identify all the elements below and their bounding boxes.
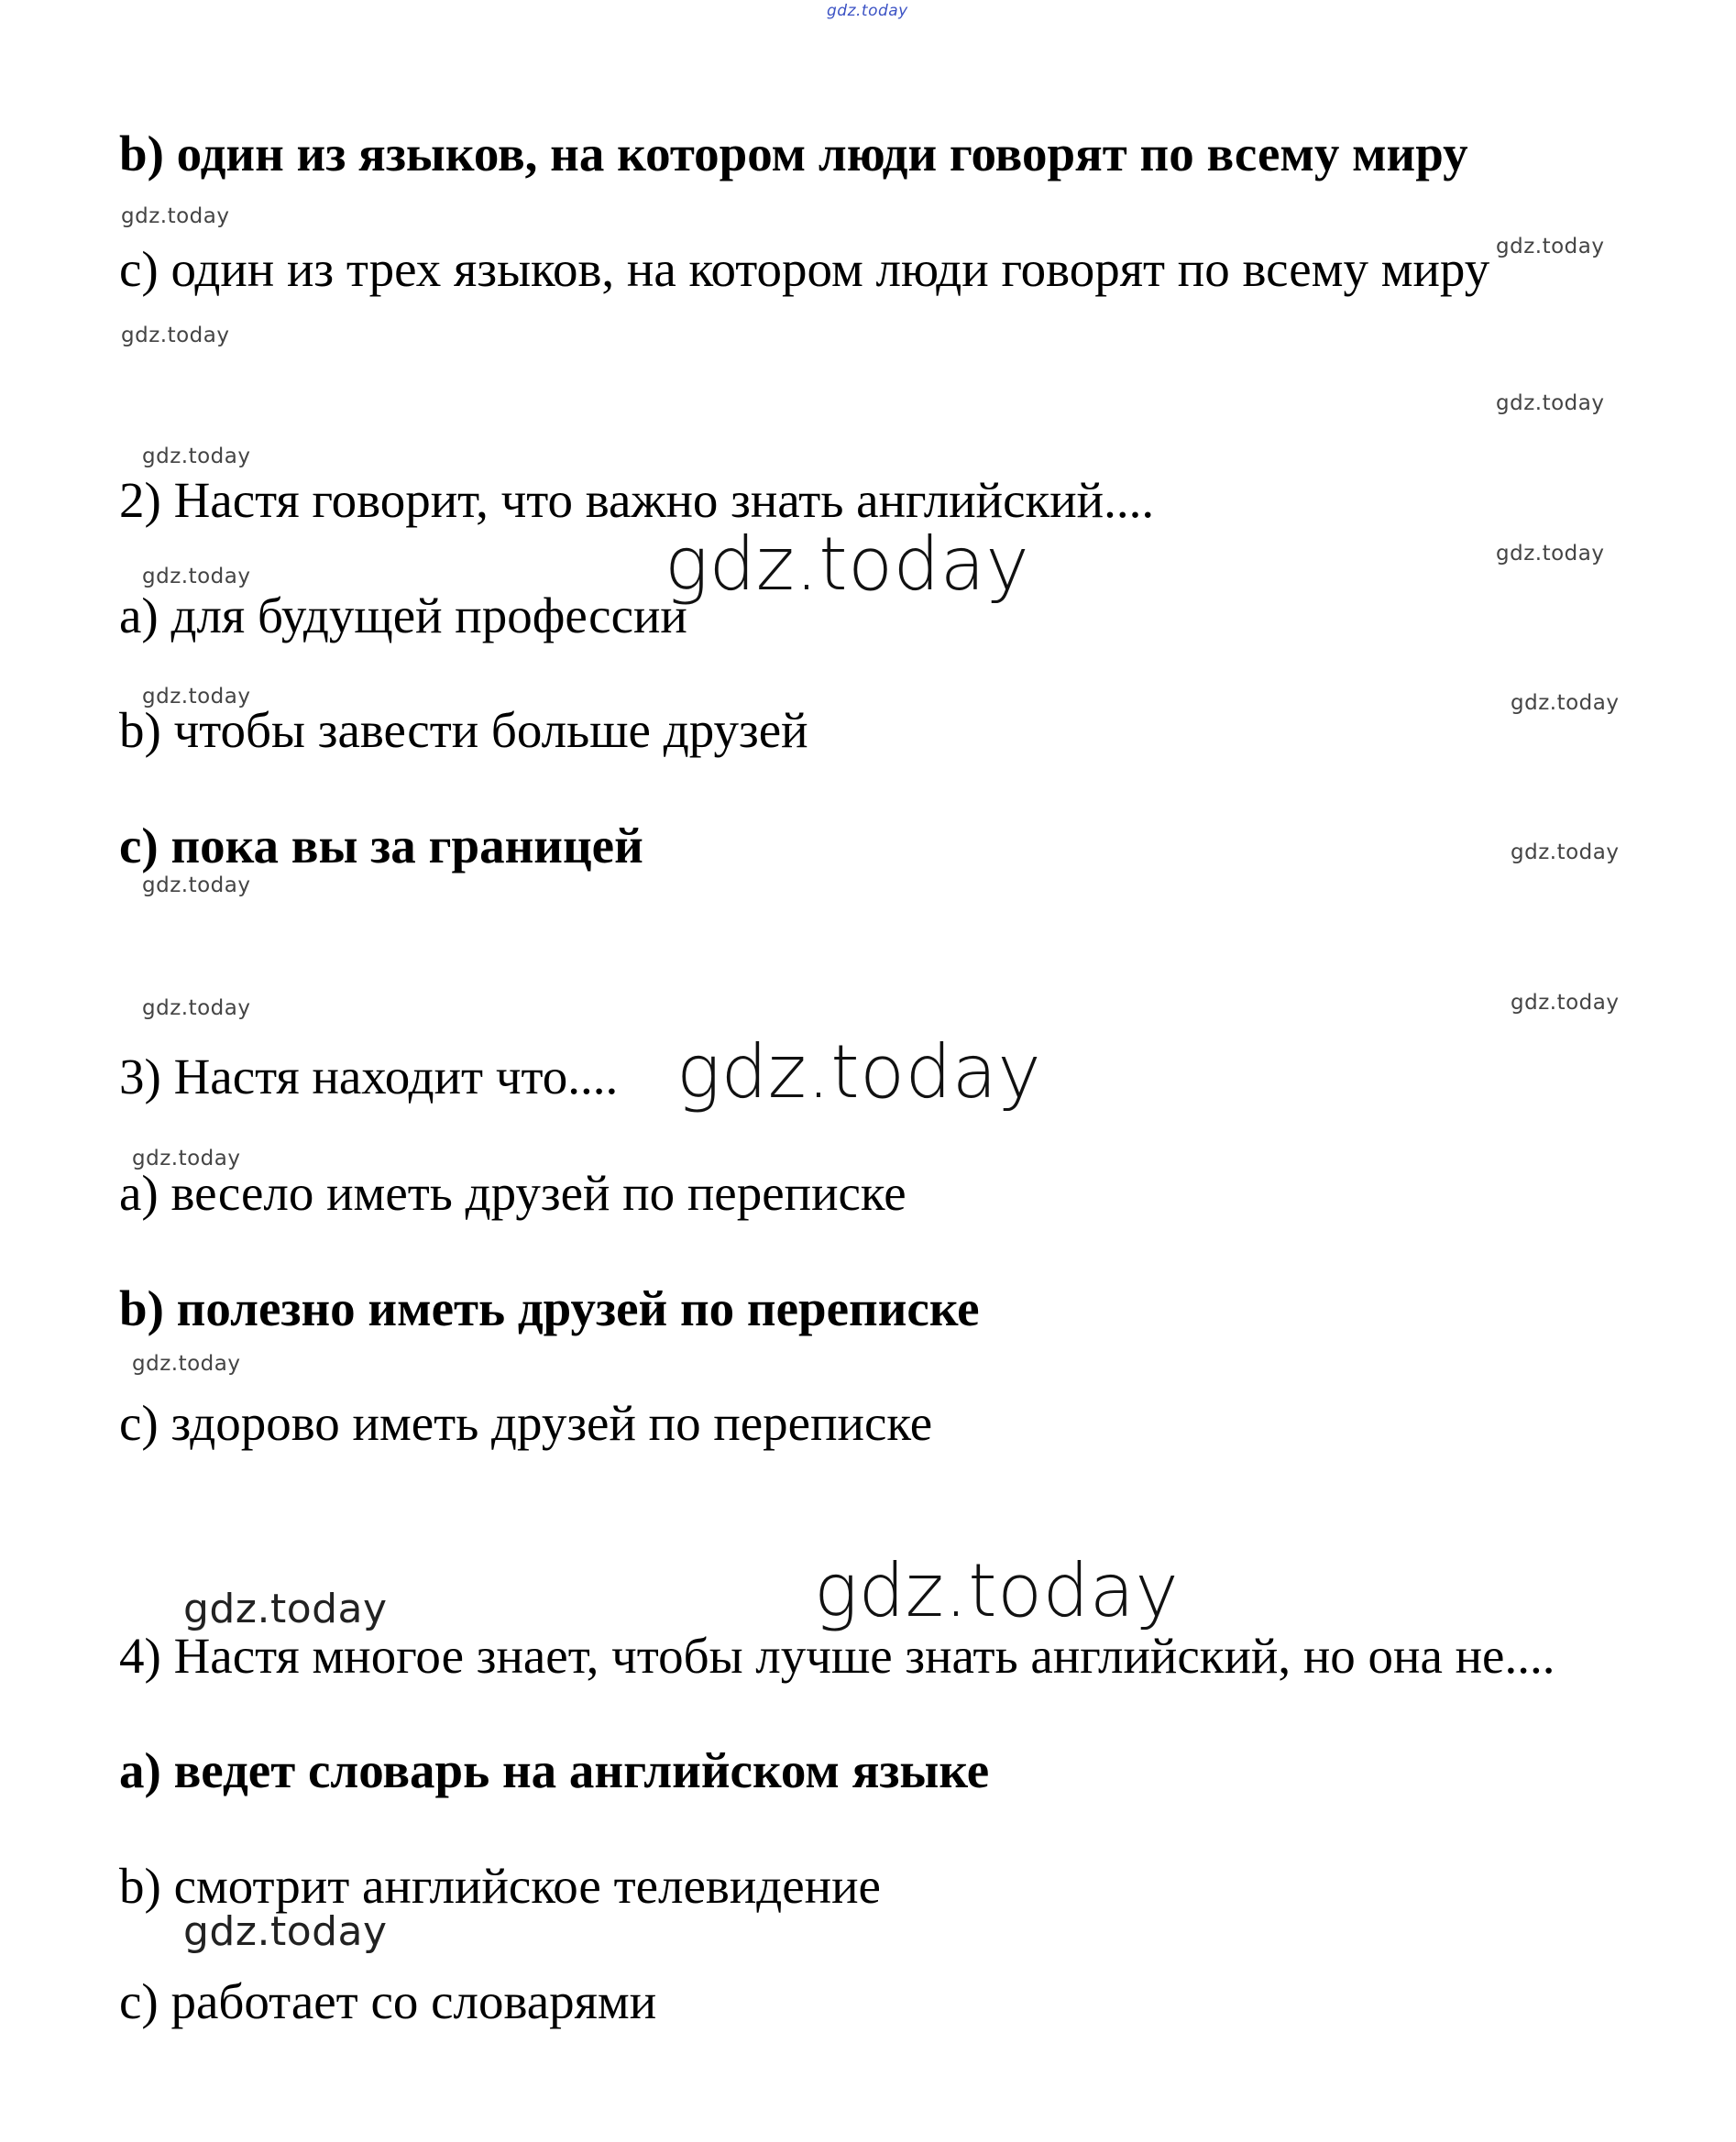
answer-q2-c: с) пока вы за границей xyxy=(119,818,643,873)
watermark: gdz.today xyxy=(132,1147,241,1170)
watermark: gdz.today xyxy=(121,204,230,228)
watermark-top: gdz.today xyxy=(827,2,908,20)
question-2: 2) Настя говорит, что важно знать английский.... xyxy=(119,472,1155,528)
watermark-large: gdz.today xyxy=(665,522,1030,607)
watermark: gdz.today xyxy=(142,565,251,588)
watermark: gdz.today xyxy=(142,873,251,897)
question-3: 3) Настя находит что.... xyxy=(119,1049,619,1104)
watermark: gdz.today xyxy=(121,324,230,347)
answer-q2-a: а) для будущей профессии xyxy=(119,588,687,643)
answer-q4-a: а) ведет словарь на английском языке xyxy=(119,1742,990,1798)
answer-q3-c: с) здорово иметь друзей по переписке xyxy=(119,1395,933,1451)
answer-q1-b: b) один из языков, на котором люди говорят по всему миру xyxy=(119,126,1468,181)
answer-q1-c: с) один из трех языков, на котором люди говорят по всему миру xyxy=(119,241,1490,297)
answer-q2-b: b) чтобы завести больше друзей xyxy=(119,702,808,758)
answer-q3-b: b) полезно иметь друзей по переписке xyxy=(119,1280,980,1336)
answer-q3-a: а) весело иметь друзей по переписке xyxy=(119,1165,906,1221)
watermark: gdz.today xyxy=(1496,235,1605,258)
watermark: gdz.today xyxy=(1511,691,1620,715)
watermark: gdz.today xyxy=(1496,542,1605,566)
watermark-medium: gdz.today xyxy=(183,1586,388,1632)
question-4: 4) Настя многое знает, чтобы лучше знать английский, но она не.... xyxy=(119,1628,1555,1684)
watermark: gdz.today xyxy=(1496,391,1605,415)
watermark: gdz.today xyxy=(142,996,251,1020)
watermark-medium: gdz.today xyxy=(183,1908,388,1955)
watermark: gdz.today xyxy=(1511,991,1620,1015)
watermark: gdz.today xyxy=(142,445,251,468)
watermark-large: gdz.today xyxy=(814,1548,1180,1633)
watermark-large: gdz.today xyxy=(676,1029,1042,1115)
answer-q4-c: с) работает со словарями xyxy=(119,1973,657,2029)
answer-q4-b: b) смотрит английское телевидение xyxy=(119,1858,881,1914)
watermark: gdz.today xyxy=(1511,840,1620,864)
watermark: gdz.today xyxy=(142,685,251,709)
watermark: gdz.today xyxy=(132,1352,241,1376)
